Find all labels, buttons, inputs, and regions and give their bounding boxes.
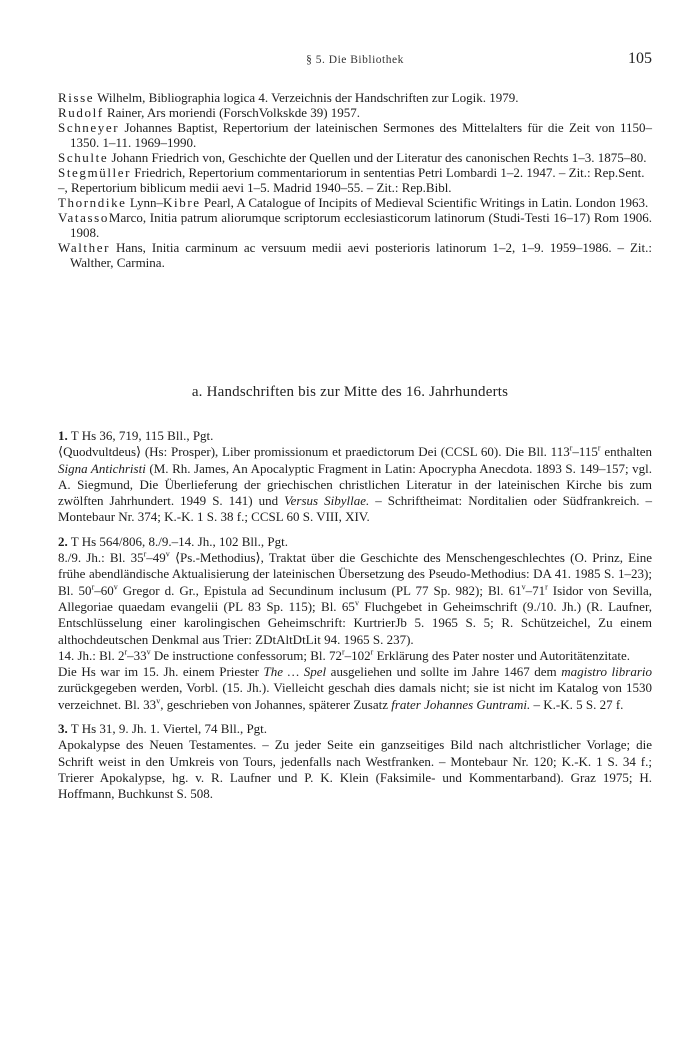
bib-author: Thorndike xyxy=(58,195,127,210)
text-run: Gregor d. Gr., Epistula ad Secundinum inclusum (PL 77 Sp. 982); Bl. 61 xyxy=(117,582,522,598)
page-number: 105 xyxy=(628,50,652,67)
bib-text: Pearl, A Catalogue of Incipits of Medieval Scientific Writings in Latin. London 1963. xyxy=(200,195,649,210)
entry-number: 1. xyxy=(58,428,68,443)
folio-side: v xyxy=(521,582,526,592)
entry-heading xyxy=(58,534,652,550)
manuscript-list xyxy=(58,428,652,811)
bib-entry xyxy=(58,210,652,240)
manuscript-entry-2 xyxy=(58,534,652,713)
entry-number: 2. xyxy=(58,533,68,549)
italic-name: frater Johannes Guntrami. xyxy=(391,696,531,712)
folio-side: r xyxy=(143,549,147,559)
text-run: De instructione confessorum; Bl. 72 xyxy=(150,647,342,663)
text-run: Erklärung des Pater noster und Autoritätenzitate. xyxy=(373,647,631,663)
bib-author: Stegmüller xyxy=(58,165,132,180)
text-run: 8./9. Jh.: Bl. 35 xyxy=(58,550,144,566)
entry-shelfmark: T Hs 31, 9. Jh. 1. Viertel, 74 Bll., Pgt. xyxy=(67,721,268,737)
text-run: –60 xyxy=(94,582,114,598)
folio-side: v xyxy=(156,696,161,706)
text-run: Fluchgebet in Geheimschrift (9./10. Jh.) (R. Laufner, Entschlüsselung einer karolingischen Geheimschrift: KurtrierJb 5. 1965 S. 5; R. Schützeichel, Zu einem althochdeutschen Denkmal aus Trier: ZDtAltDtLit 94. 1965 S. 237). xyxy=(58,598,653,647)
bib-author: Rudolf xyxy=(58,105,104,120)
bib-author: Schneyer xyxy=(58,120,120,135)
text-run: ⟨Ps.-Methodius⟩, Traktat über die Geschichte des Menschengeschlechtes (O. Prinz, Eine frühe abendländische Aktualisierung der lateinischen Übersetzung des Pseudo-Methodius: DA 41. 1985 S. 1–23); Bl. 50 xyxy=(58,550,652,598)
italic-name: magistro librario xyxy=(561,664,653,680)
italic-title: Versus Sibyllae. xyxy=(284,493,370,509)
folio-side: r xyxy=(91,582,95,592)
text-run: –71 xyxy=(525,582,546,598)
bib-entry xyxy=(58,150,652,165)
text-run: Die Hs war im 15. Jh. einem Priester xyxy=(58,664,264,680)
bib-text: Johannes Baptist, Repertorium der lateinischen Sermones des Mittelalters für die Zeit von 1150–1350. 1–11. 1969–1990. xyxy=(70,120,652,150)
folio-side: v xyxy=(165,549,170,559)
text-run: (M. Rh. James, An Apocalyptic Fragment in Latin: Apocrypha Anecdota. 1893 S. 149–157; vgl. A. Siegmund, Die Überlieferung der griechischen christlichen Literatur in der lateinischen Kirche bis zum zwölften Jahrhundert. 1949 S. 141) und xyxy=(58,460,652,509)
bib-entry xyxy=(58,240,652,270)
bib-text: Friedrich, Repertorium commentariorum in sententias Petri Lombardi 1–2. 1947. – Zit.: Rep.Sent. xyxy=(131,165,645,180)
entry-description xyxy=(58,648,652,664)
text-run: zurückgegeben werden, Vorbl. (15. Jh.). Vielleicht geschah dies damals nicht; sie ist nicht im Katalog von 1530 verzeichnet. Bl. 33 xyxy=(58,680,652,712)
folio-side: r xyxy=(370,647,374,657)
entry-description xyxy=(58,444,652,525)
entry-description xyxy=(58,664,652,713)
text-run: –115 xyxy=(572,444,598,460)
bib-author: Walther xyxy=(58,240,111,255)
bib-text: Rainer, Ars moriendi (ForschVolkskde 39) 1957. xyxy=(103,105,361,120)
running-header xyxy=(58,50,652,74)
text-run: Isidor von Sevilla, Allegoriae quaedam evangelii (PL 83 Sp. 115); Bl. 65 xyxy=(58,582,652,614)
bib-text: Wilhelm, Bibliographia logica 4. Verzeichnis der Handschriften zur Logik. 1979. xyxy=(94,90,519,105)
folio-side: v xyxy=(146,647,151,657)
italic-name: The … Spel xyxy=(263,664,327,680)
entry-description xyxy=(58,550,652,648)
bib-text: Marco, Initia patrum aliorumque scriptorum ecclesiasticorum latinorum (Studi-Testi 16–17) Rom 1906. 1908. xyxy=(70,210,652,240)
text-run: –102 xyxy=(344,647,371,663)
bib-text: –, Repertorium biblicum medii aevi 1–5. Madrid 1940–55. – Zit.: Rep.Bibl. xyxy=(58,180,452,195)
bibliography-list xyxy=(58,90,652,270)
bib-entry xyxy=(58,90,652,105)
text-run: enthalten xyxy=(600,444,652,460)
italic-title: Signa Antichristi xyxy=(58,460,146,476)
manuscript-entry-3 xyxy=(58,721,652,802)
text-run: –49 xyxy=(146,550,166,566)
bib-entry xyxy=(58,105,652,120)
entry-description xyxy=(58,737,652,802)
folio-side: r xyxy=(124,647,128,657)
bib-entry xyxy=(58,165,652,180)
running-title: § 5. Die Bibliothek xyxy=(306,54,404,66)
folio-side: v xyxy=(354,598,359,608)
bib-coauthor: Kibre xyxy=(163,195,201,210)
bib-text: Johann Friedrich von, Geschichte der Quellen und der Literatur des canonischen Rechts 1–3. 1875–80. xyxy=(108,150,647,165)
bib-author: Risse xyxy=(58,90,95,105)
entry-number: 3. xyxy=(58,721,68,737)
text-run: –33 xyxy=(127,647,147,663)
folio-side: r xyxy=(597,443,601,453)
bib-author: Vatasso xyxy=(58,210,109,225)
text-run: 14. Jh.: Bl. 2 xyxy=(58,647,125,663)
bib-text: Lynn– xyxy=(126,195,164,210)
manuscript-entry-1 xyxy=(58,428,652,526)
section-heading: a. Handschriften bis zur Mitte des 16. Jahrhunderts xyxy=(191,384,509,400)
entry-heading xyxy=(58,428,652,444)
text-run: Apokalypse des Neuen Testamentes. – Zu jeder Seite ein ganzseitiges Bild nach altchristlicher Vorlage; die Schrift weist in den Umkreis von Tours, jedenfalls nach Westfranken. – Montebaur Nr. 120; K.-K. 1 S. 34 f.; Trierer Apokalypse, hg. v. R. Laufner und P. K. Klein (Faksimile- und Kommentarband). Graz 1975; H. Hoffmann, Buchkunst S. 508. xyxy=(58,737,652,802)
bib-author: Schulte xyxy=(58,150,109,165)
folio-side: v xyxy=(113,582,118,592)
text-run: ausgeliehen und sollte im Jahre 1467 dem xyxy=(326,664,562,680)
folio-side: r xyxy=(569,443,573,453)
text-run: , geschrieben von Johannes, späterer Zusatz xyxy=(160,696,392,712)
folio-side: r xyxy=(545,582,548,592)
bib-entry xyxy=(58,195,652,210)
entry-heading xyxy=(58,721,652,737)
bib-text: Hans, Initia carminum ac versuum medii aevi posterioris latinorum 1–2, 1–9. 1959–1986. – Zit.: Walther, Carmina. xyxy=(70,240,652,270)
entry-shelfmark: T Hs 36, 719, 115 Bll., Pgt. xyxy=(67,428,214,443)
entry-shelfmark: T Hs 564/806, 8./9.–14. Jh., 102 Bll., Pgt. xyxy=(67,533,288,549)
folio-side: r xyxy=(342,647,345,657)
text-run: – Schriftheimat: Norditalien oder Südfrankreich. – Montebaur Nr. 374; K.-K. 1 S. 38 f.; CCSL 60 S. VIII, XIV. xyxy=(58,493,652,525)
text-run: – K.-K. 5 S. 27 f. xyxy=(530,696,624,712)
text-run: ⟨Quodvultdeus⟩ (Hs: Prosper), Liber promissionum et praedictorum Dei (CCSL 60). Die Bll. 113 xyxy=(58,444,570,460)
bib-entry xyxy=(58,180,652,195)
bib-entry xyxy=(58,120,652,150)
